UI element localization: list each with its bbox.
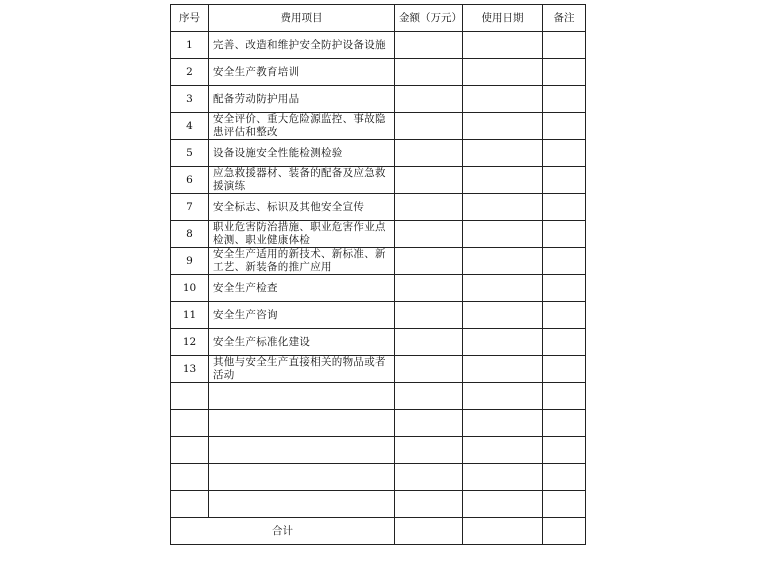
amount-cell[interactable] <box>395 221 463 248</box>
row-number: 8 <box>171 221 209 248</box>
expense-item: 安全生产标准化建设 <box>209 329 395 356</box>
table-row <box>171 194 586 221</box>
remark-cell[interactable] <box>543 59 586 86</box>
table-body <box>171 32 586 545</box>
expense-item: 设备设施安全性能检测检验 <box>209 140 395 167</box>
amount-cell[interactable] <box>395 248 463 275</box>
blank-cell[interactable] <box>395 410 463 437</box>
date-cell[interactable] <box>463 248 543 275</box>
blank-cell[interactable] <box>209 383 395 410</box>
date-cell[interactable] <box>463 194 543 221</box>
remark-cell[interactable] <box>543 140 586 167</box>
table-row <box>171 59 586 86</box>
amount-cell[interactable] <box>395 275 463 302</box>
blank-cell[interactable] <box>463 410 543 437</box>
row-number: 7 <box>171 194 209 221</box>
expense-item: 职业危害防治措施、职业危害作业点检测、职业健康体检 <box>209 221 395 248</box>
date-cell[interactable] <box>463 167 543 194</box>
expense-item: 配备劳动防护用品 <box>209 86 395 113</box>
table-row <box>171 140 586 167</box>
expense-item: 其他与安全生产直接相关的物品或者活动 <box>209 356 395 383</box>
amount-cell[interactable] <box>395 86 463 113</box>
date-cell[interactable] <box>463 59 543 86</box>
table-row <box>171 167 586 194</box>
date-cell[interactable] <box>463 113 543 140</box>
date-cell[interactable] <box>463 356 543 383</box>
amount-cell[interactable] <box>395 32 463 59</box>
date-cell[interactable] <box>463 86 543 113</box>
expense-item: 完善、改造和维护安全防护设备设施 <box>209 32 395 59</box>
row-number: 5 <box>171 140 209 167</box>
amount-cell[interactable] <box>395 356 463 383</box>
blank-cell[interactable] <box>543 383 586 410</box>
blank-cell[interactable] <box>543 491 586 518</box>
remark-cell[interactable] <box>543 329 586 356</box>
row-number: 4 <box>171 113 209 140</box>
total-row <box>171 518 586 545</box>
date-cell[interactable] <box>463 32 543 59</box>
remark-cell[interactable] <box>543 221 586 248</box>
blank-cell[interactable] <box>543 437 586 464</box>
row-number: 1 <box>171 32 209 59</box>
remark-cell[interactable] <box>543 167 586 194</box>
blank-cell[interactable] <box>463 383 543 410</box>
remark-cell[interactable] <box>543 86 586 113</box>
remark-cell[interactable] <box>543 302 586 329</box>
table-row <box>171 356 586 383</box>
remark-cell[interactable] <box>543 194 586 221</box>
header-amount: 金额（万元） <box>395 5 463 32</box>
table-row <box>171 302 586 329</box>
expense-item: 安全评价、重大危险源监控、事故隐患评估和整改 <box>209 113 395 140</box>
amount-cell[interactable] <box>395 167 463 194</box>
date-cell[interactable] <box>463 275 543 302</box>
blank-cell[interactable] <box>543 464 586 491</box>
expense-item: 安全生产教育培训 <box>209 59 395 86</box>
table-row <box>171 221 586 248</box>
blank-cell[interactable] <box>395 464 463 491</box>
blank-cell[interactable] <box>395 491 463 518</box>
remark-cell[interactable] <box>543 113 586 140</box>
blank-cell[interactable] <box>463 464 543 491</box>
blank-cell[interactable] <box>209 437 395 464</box>
blank-cell[interactable] <box>209 491 395 518</box>
date-cell[interactable] <box>463 221 543 248</box>
amount-cell[interactable] <box>395 302 463 329</box>
blank-cell[interactable] <box>209 464 395 491</box>
remark-cell[interactable] <box>543 32 586 59</box>
row-number: 13 <box>171 356 209 383</box>
amount-cell[interactable] <box>395 194 463 221</box>
blank-cell[interactable] <box>395 437 463 464</box>
blank-cell[interactable] <box>171 491 209 518</box>
total-label: 合计 <box>171 518 395 545</box>
blank-cell[interactable] <box>543 410 586 437</box>
expense-item: 安全标志、标识及其他安全宣传 <box>209 194 395 221</box>
table-row <box>171 275 586 302</box>
remark-cell[interactable] <box>543 248 586 275</box>
header-item: 费用项目 <box>209 5 395 32</box>
total-amount-cell[interactable] <box>395 518 463 545</box>
table-row <box>171 113 586 140</box>
expense-item: 安全生产咨询 <box>209 302 395 329</box>
row-number: 9 <box>171 248 209 275</box>
amount-cell[interactable] <box>395 329 463 356</box>
blank-row <box>171 464 586 491</box>
blank-row <box>171 491 586 518</box>
row-number: 3 <box>171 86 209 113</box>
blank-cell[interactable] <box>171 410 209 437</box>
date-cell[interactable] <box>463 302 543 329</box>
date-cell[interactable] <box>463 329 543 356</box>
expense-item: 应急救援器材、装备的配备及应急救援演练 <box>209 167 395 194</box>
header-remark: 备注 <box>543 5 586 32</box>
safety-expense-table <box>170 4 586 545</box>
row-number: 10 <box>171 275 209 302</box>
blank-cell[interactable] <box>395 383 463 410</box>
table-row <box>171 86 586 113</box>
blank-cell[interactable] <box>209 410 395 437</box>
date-cell[interactable] <box>463 140 543 167</box>
blank-row <box>171 437 586 464</box>
blank-cell[interactable] <box>171 383 209 410</box>
table-row <box>171 329 586 356</box>
amount-cell[interactable] <box>395 140 463 167</box>
remark-cell[interactable] <box>543 356 586 383</box>
row-number: 11 <box>171 302 209 329</box>
row-number: 6 <box>171 167 209 194</box>
expense-item: 安全生产检查 <box>209 275 395 302</box>
table-header-row <box>171 5 586 32</box>
blank-cell[interactable] <box>171 464 209 491</box>
table-row <box>171 32 586 59</box>
row-number: 12 <box>171 329 209 356</box>
amount-cell[interactable] <box>395 113 463 140</box>
total-remark-cell[interactable] <box>543 518 586 545</box>
remark-cell[interactable] <box>543 275 586 302</box>
blank-row <box>171 410 586 437</box>
row-number: 2 <box>171 59 209 86</box>
blank-cell[interactable] <box>463 491 543 518</box>
header-no: 序号 <box>171 5 209 32</box>
expense-item: 安全生产适用的新技术、新标准、新工艺、新装备的推广应用 <box>209 248 395 275</box>
total-date-cell[interactable] <box>463 518 543 545</box>
blank-row <box>171 383 586 410</box>
header-date: 使用日期 <box>463 5 543 32</box>
blank-cell[interactable] <box>463 437 543 464</box>
amount-cell[interactable] <box>395 59 463 86</box>
blank-cell[interactable] <box>171 437 209 464</box>
table-row <box>171 248 586 275</box>
